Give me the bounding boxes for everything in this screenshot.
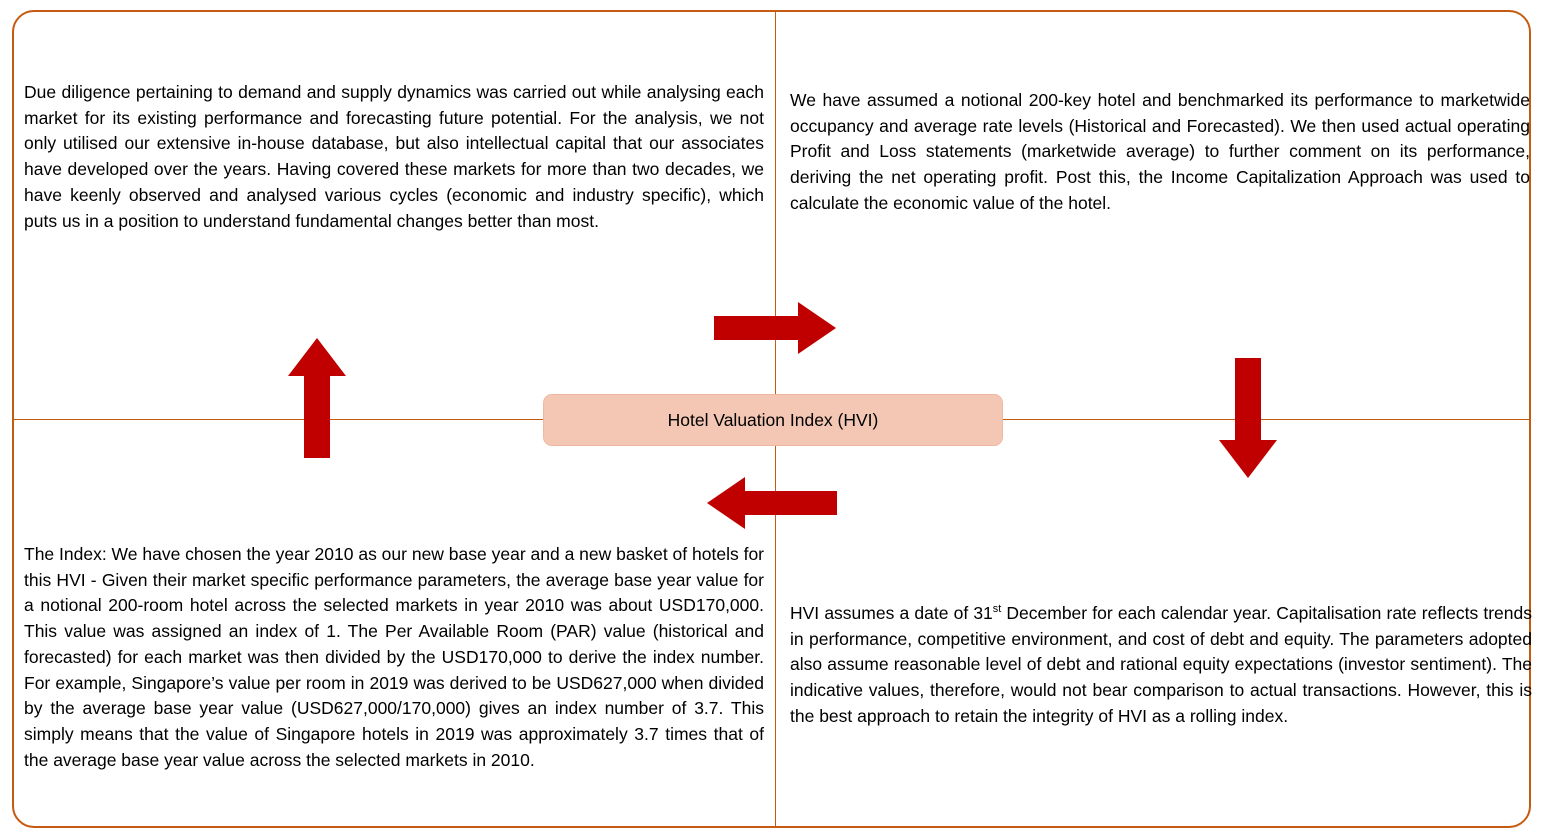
arrow-down-right-icon xyxy=(1219,358,1277,478)
center-node-hvi xyxy=(543,394,1003,446)
bottom-right-ordinal-suffix: st xyxy=(992,603,1002,616)
arrow-right-top-icon xyxy=(714,302,836,354)
quadrant-text-top-right: We have assumed a notional 200-key hotel and benchmarked its performance to marketwide occupancy and average rate levels (Historical and Forecasted). We then used actual operating Profit and Loss statements (marketwide average) to further comment on its performance, deriving the net operating profit. Post this, the Income Capitalization Approach was used to calculate the economic value of the hotel. xyxy=(790,90,1530,213)
bottom-right-text-pre: HVI assumes a date of 31 xyxy=(790,603,993,623)
center-node-label: Hotel Valuation Index (HVI) xyxy=(667,409,879,430)
quadrant-text-bottom-left: The Index: We have chosen the year 2010 as our new base year and a new basket of hotels for this HVI - Given their market specific performance parameters, the average base year value for a notional 200-room hotel across the selected markets in year 2010 was about USD170,000. This value was assigned an index of 1. The Per Available Room (PAR) value (historical and forecasted) for each market was then divided by the USD170,000 to derive the index number. For example, Singapore’s value per room in 2019 was derived to be USD627,000 when divided by the average base year value (USD627,000/170,000) gives an index number of 3.7. This simply means that the value of Singapore hotels in 2019 was approximately 3.7 times that of the average base year value across the selected markets in 2010. xyxy=(24,544,764,770)
quadrant-text-top-left: Due diligence pertaining to demand and supply dynamics was carried out while analysing each market for its existing performance and forecasting future potential. For the analysis, we not only utilised our extensive in-house database, but also intellectual capital that our associates have developed over the years. Having covered these markets for more than two decades, we have keenly observed and analysed various cycles (economic and industry specific), which puts us in a position to understand fundamental changes better than most. xyxy=(24,82,764,231)
quadrant-text-bottom-right xyxy=(790,601,1532,730)
arrow-left-bottom-icon xyxy=(707,477,837,529)
arrow-up-left-icon xyxy=(288,338,346,458)
bottom-right-text-post: December for each calendar year. Capitalisation rate reflects trends in performance, competitive environment, and cost of debt and equity. The parameters adopted also assume reasonable level of debt and rational equity expectations (investor sentiment). The indicative values, therefore, would not bear comparison to actual transactions. However, this is the best approach to retain the integrity of HVI as a rolling index. xyxy=(790,603,1532,726)
